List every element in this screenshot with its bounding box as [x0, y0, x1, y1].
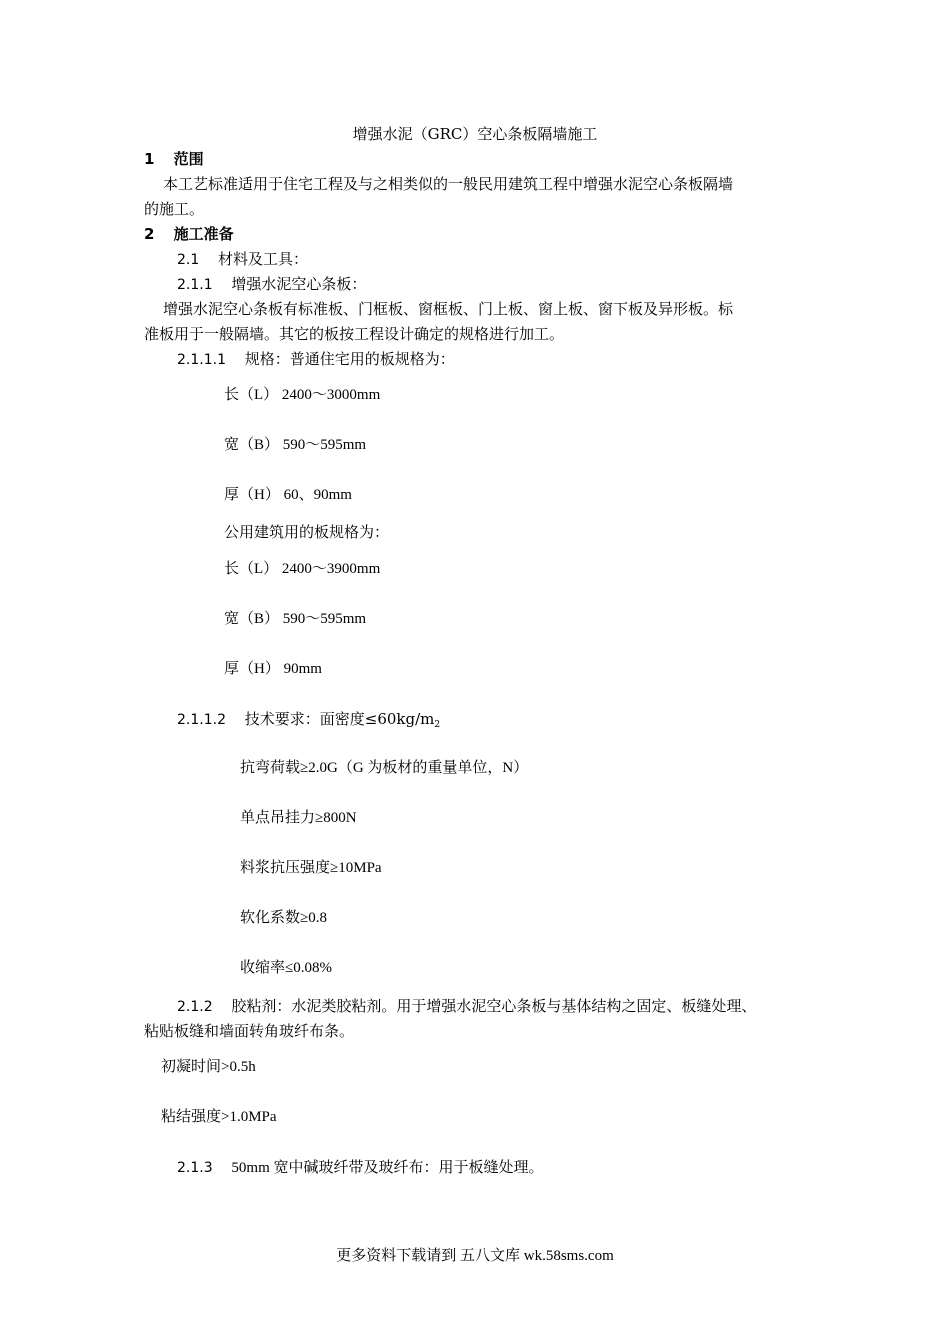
- paragraph-line: 本工艺标准适用于住宅工程及与之相类似的一般民用建筑工程中增强水泥空心条板隔墙: [163, 175, 734, 193]
- subsection-2-1: [177, 249, 308, 270]
- paragraph-line: 粘贴板缝和墙面转角玻纤布条。: [144, 1022, 355, 1040]
- spec-width: 宽（B） 590～595mm: [224, 611, 367, 627]
- clause-number: 2.1.3: [177, 1160, 213, 1176]
- clause-text: [245, 710, 440, 728]
- paragraph-line: 增强水泥空心条板有标准板、门框板、窗框板、门上板、窗上板、窗下板及异形板。标: [163, 300, 734, 318]
- adhesive-spec: 粘结强度>1.0MPa: [161, 1109, 277, 1125]
- tech-requirement: 软化系数≥0.8: [240, 910, 327, 926]
- tech-requirement: 收缩率≤0.08%: [240, 960, 332, 976]
- clause-text: 胶粘剂：水泥类胶粘剂。用于增强水泥空心条板与基体结构之固定、板缝处理、: [231, 997, 757, 1015]
- subsection-2-1-2: [177, 996, 756, 1017]
- section-number: 1: [144, 150, 155, 168]
- spec-length: 长（L） 2400～3900mm: [224, 561, 381, 577]
- clause-text: 50mm 宽中碱玻纤带及玻纤布：用于板缝处理。: [231, 1160, 544, 1176]
- spec-thickness: 厚（H） 60、90mm: [224, 487, 352, 503]
- section-title: 范围: [173, 150, 204, 168]
- tech-requirement: 料浆抗压强度≥10MPa: [240, 860, 382, 876]
- clause-number: 2.1.1.1: [177, 352, 226, 368]
- subsection-2-1-1-1: [177, 349, 455, 370]
- paragraph-line: 的施工。: [144, 200, 205, 218]
- page-footer: 更多资料下载请到 五八文库 wk.58sms.com: [336, 1248, 614, 1264]
- section-title: 施工准备: [173, 225, 234, 243]
- section-1-heading: [144, 149, 204, 169]
- subsection-2-1-1-2: [177, 709, 440, 735]
- clause-text: 规格：普通住宅用的板规格为：: [244, 350, 455, 368]
- tech-requirement: 单点吊挂力≥800N: [240, 810, 357, 826]
- adhesive-spec: 初凝时间>0.5h: [161, 1059, 256, 1075]
- spec-length: 长（L） 2400～3000mm: [224, 387, 381, 403]
- section-2-heading: [144, 224, 234, 244]
- clause-number: 2.1.1: [177, 277, 213, 293]
- clause-number: 2.1.1.2: [177, 712, 226, 728]
- public-building-label: 公用建筑用的板规格为：: [224, 523, 390, 541]
- unit-subscript: 2: [434, 720, 441, 730]
- spec-thickness: 厚（H） 90mm: [224, 661, 322, 677]
- tech-requirement: 抗弯荷载≥2.0G（G 为板材的重量单位，N）: [240, 760, 529, 776]
- clause-text: 材料及工具：: [218, 250, 309, 268]
- clause-text: 增强水泥空心条板：: [231, 275, 367, 293]
- spec-width: 宽（B） 590～595mm: [224, 437, 367, 453]
- paragraph-line: 准板用于一般隔墙。其它的板按工程设计确定的规格进行加工。: [144, 325, 565, 343]
- clause-number: 2.1.2: [177, 999, 213, 1015]
- section-number: 2: [144, 225, 155, 243]
- clause-number: 2.1: [177, 252, 200, 268]
- density-text: 技术要求：面密度≤60kg/m: [244, 710, 435, 728]
- subsection-2-1-1: [177, 274, 366, 295]
- doc-title: 增强水泥（GRC）空心条板隔墙施工: [352, 125, 598, 143]
- subsection-2-1-3: [177, 1157, 544, 1178]
